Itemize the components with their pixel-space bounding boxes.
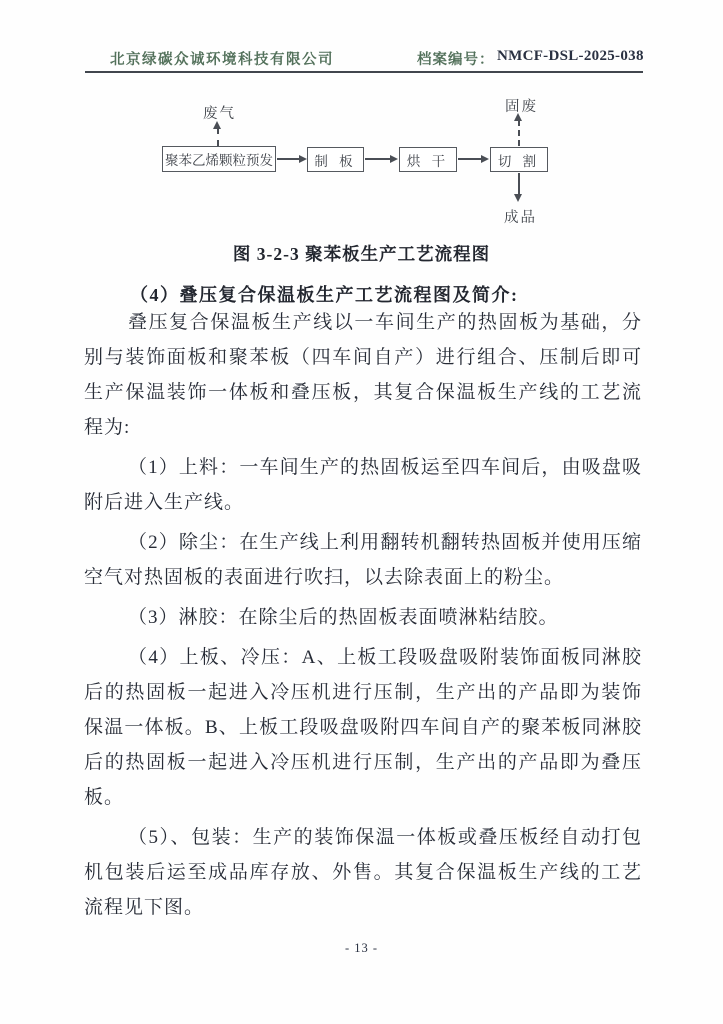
solid-waste-label: 固废 [505,99,538,115]
flow-box-label: 制 板 [314,153,357,169]
flow-box-drying [399,147,457,172]
body-text [84,305,642,930]
flow-box-pre-expansion [162,146,276,172]
header-company-name: 北京绿碳众诚环境科技有限公司 [110,52,334,68]
paragraph: 叠压复合保温板生产线以一车间生产的热固板为基础，分别与装饰面板和聚苯板（四车间自产）进行组合、压制后即可生产保温装饰一体板和叠压板，其复合保温板生产线的工艺流程为: [84,312,642,438]
flow-box-label: 烘 干 [406,153,450,169]
paragraph: （4）上板、冷压：A、上板工段吸盘吸附装饰面板同淋胶后的热固板一起进入冷压机进行压制，生产出的产品即为装饰保温一体板。B、上板工段吸盘吸附四车间自产的聚苯板同淋胶后的热固板一起进入冷压机进行压制，生产出的产品即为叠压板。 [84,647,642,808]
flow-box-cutting [490,147,548,172]
flow-box-board-making [307,147,364,172]
paragraph: （1）上料：一车间生产的热固板运至四车间后，由吸盘吸附后进入生产线。 [84,457,642,513]
header-archive-number: NMCF-DSL-2025-038 [497,48,644,64]
arrow-right-icon [390,155,398,163]
header-archive-label: 档案编号： [417,52,495,68]
waste-gas-dashed-line [217,128,219,146]
product-label: 成品 [504,210,537,226]
solid-waste-dashed-line [518,120,520,146]
paragraph: （3）淋胶：在除尘后的热固板表面喷淋粘结胶。 [128,607,559,628]
arrow-down-icon [514,194,522,202]
figure-caption: 图 3-2-3 聚苯板生产工艺流程图 [232,244,491,264]
waste-gas-label: 废气 [203,106,236,122]
product-arrow-line [518,173,520,195]
section-heading: （4）叠压复合保温板生产工艺流程图及简介: [130,285,519,305]
arrow-right-icon [481,155,489,163]
header-rule [85,71,643,73]
flow-box-label: 切 割 [497,153,541,169]
paragraph: （5）、包装：生产的装饰保温一体板或叠压板经自动打包机包装后运至成品库存放、外售。其复合保温板生产线的工艺流程见下图。 [84,827,642,918]
flow-arrow-line [458,158,482,160]
page-number: - 13 - [344,941,379,955]
paragraph: （2）除尘：在生产线上利用翻转机翻转热固板并使用压缩空气对热固板的表面进行吹扫，以去除表面上的粉尘。 [84,532,642,588]
flow-box-label: 聚苯乙烯颗粒预发 [165,153,273,168]
arrow-right-icon [299,155,307,163]
flow-arrow-line [277,158,300,160]
flow-arrow-line [365,158,391,160]
